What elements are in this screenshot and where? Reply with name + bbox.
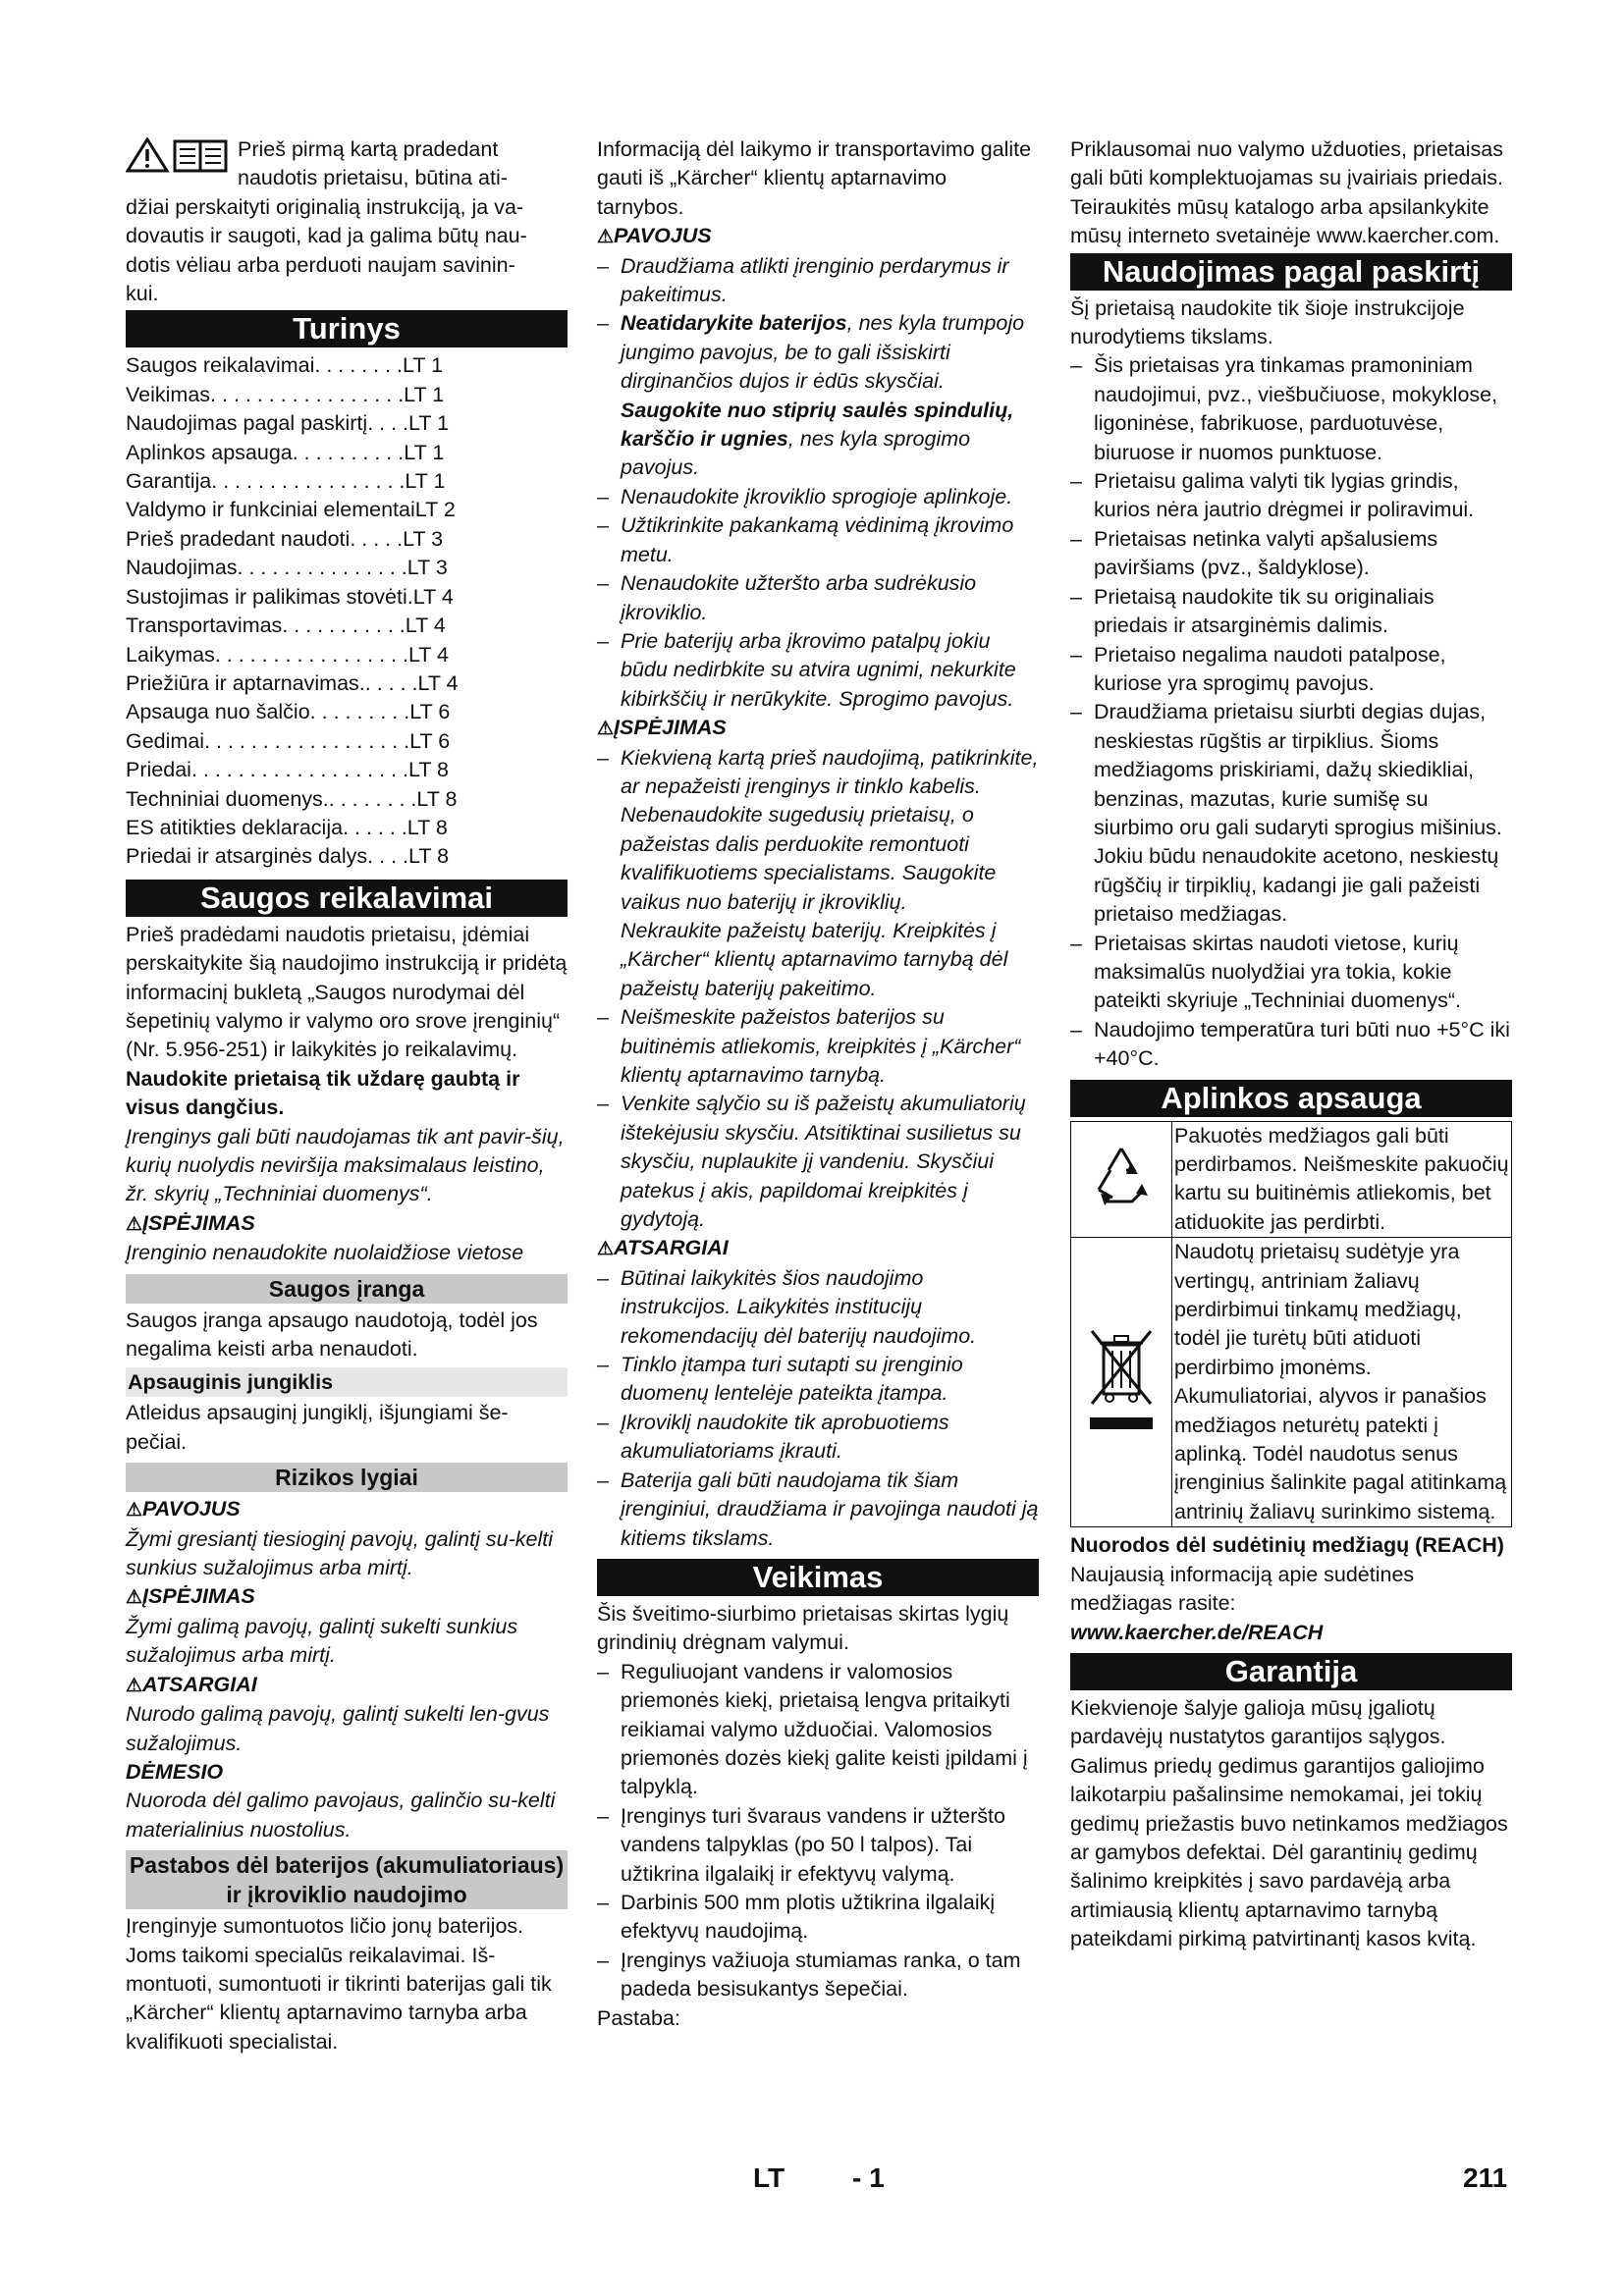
table-of-contents: [126, 351, 568, 871]
warning-triangle-icon: ⚠: [126, 1675, 143, 1696]
list-item: – Būtinai laikykitės šios naudojimo instrukcijos. Laikykitės institucijų rekomendacijų dėl baterijų naudojimo.: [597, 1265, 977, 1348]
intro-line1: Prieš pirmą kartą pradedant: [238, 137, 499, 161]
toc-row[interactable]: Naudojimas pagal paskirtį . . . . LT 1: [126, 411, 450, 436]
warning-manual-icon: [126, 137, 230, 181]
list-item: – Prietaisu galima valyti tik lygias grindis, kurios nėra jautrio drėgmei ir poliravimui.: [1070, 469, 1475, 522]
list-item: – Nenaudokite užteršto arba sudrėkusio įkroviklio.: [597, 571, 977, 624]
toc-row[interactable]: Priedai . . . . . . . . . . . . . . . . . . . LT 8: [126, 758, 449, 782]
warning-label: ⚠ĮSPĖJIMAS: [126, 1210, 255, 1235]
warning-triangle-icon: ⚠: [126, 1500, 143, 1522]
reach-heading: Nuorodos dėl sudėtinių medžiagų (REACH): [1070, 1533, 1504, 1558]
saugos-iranga-text: Saugos įranga apsaugo naudotoją, todėl jos negalima keisti arba nenaudoti.: [126, 1308, 538, 1362]
toc-row[interactable]: Veikimas . . . . . . . . . . . . . . . . . LT 1: [126, 382, 445, 406]
toc-row[interactable]: Naudojimas . . . . . . . . . . . . . . . LT 3: [126, 556, 448, 580]
column-1: [126, 135, 568, 2056]
list-item: – Nenaudokite įkroviklio sprogioje aplinkoje.: [597, 484, 1013, 508]
env-packaging-text: Pakuotės medžiagos gali būti perdirbamos. Neišmeskite pakuočių kartu su buitinėmis atliekomis, bet atiduokite jas perdirbti.: [1172, 1121, 1512, 1238]
crossed-bin-icon: [1071, 1238, 1172, 1527]
column-2: [597, 135, 1039, 2033]
list-item: – Prietaisą naudokite tik su originaliais priedais ir atsarginėmis dalimis.: [1070, 584, 1435, 638]
battery-heading: Pastabos dėl baterijos (akumuliatoriaus) ir įkroviklio naudojimo: [126, 1850, 568, 1909]
list-item: – Prietaisas skirtas naudoti vietose, kurių maksimalūs nuolydžiai yra tokia, kokie pateikti skyriuje „Techniniai duomenys“.: [1070, 931, 1462, 1013]
toc-heading: Turinys: [126, 310, 568, 347]
intro-rest-4: kui.: [126, 282, 159, 306]
list-item: – Šis prietaisas yra tinkamas pramoniniam naudojimui, pvz., viešbučiuose, mokyklose, ligoninėse, fabrikuose, parduotuvėse, biuruose ir nuomos punktuose.: [1070, 353, 1498, 464]
toc-row[interactable]: Garantija . . . . . . . . . . . . . . . . . LT 1: [126, 469, 446, 494]
naudojimas-heading: Naudojimas pagal paskirtį: [1070, 253, 1512, 291]
risk-label-pavojus: ⚠PAVOJUS: [126, 1497, 241, 1522]
warning-triangle-icon: ⚠: [597, 1239, 615, 1260]
pavojus-label: ⚠PAVOJUS: [597, 224, 712, 248]
apsauginis-text: Atleidus apsauginį jungiklį, išjungiami še-pečiai.: [126, 1401, 509, 1454]
list-item: – Prie baterijų arba įkrovimo patalpų jokiu būdu nedirbkite su atvira ugnimi, nekurkite kibirkščių ir nerūkykite. Sprogimo pavojus.: [597, 628, 1016, 711]
intro-block: [126, 135, 568, 308]
safety-italic-note-2: Įrenginio nenaudokite nuolaidžiose vietose: [126, 1241, 524, 1265]
safety-paragraph: Prieš pradėdami naudotis prietaisu, įdėmiai perskaitykite šią naudojimo instrukciją ir pridėtą informacinį bukletą „Saugos nurodymai dėl šepetinių valymo ir valymo oro srove įrenginių“ (Nr. 5.956-251) ir laikykitės jo reikalavimų.: [126, 922, 568, 1062]
list-item: – Neatidarykite baterijos, nes kyla trumpojo jungimo pavojus, be to gali išsiskirti dirginančios dujos ir ėdūs skysčiai. Saugokite nuo stiprių saulės spindulių, karščio ir ugnies, nes kyla sprogimo pavojus.: [597, 311, 1025, 480]
battery-text: Įrenginyje sumontuotos ličio jonų baterijos. Joms taikomi specialūs reikalavimai. Iš-montuoti, sumontuoti ir tikrinti baterijas gali tik „Kärcher“ klientų aptarnavimo tarnyba arba kvalifikuoti specialistai.: [126, 1914, 552, 2054]
catalog-text: Teiraukitės mūsų katalogo arba apsilankykite mūsų interneto svetainėje www.kaercher.com.: [1070, 194, 1500, 248]
ispejimas-label: ⚠ĮSPĖJIMAS: [597, 716, 727, 740]
veikimas-text: Šis šveitimo-siurbimo prietaisas skirtas lygių grindinių drėgnam valymui.: [597, 1601, 1009, 1655]
pastaba: Pastaba:: [597, 2005, 680, 2030]
list-item: – Draudžiama atlikti įrenginio perdarymus ir pakeitimus.: [597, 253, 1009, 307]
reach-text: Naujausią informaciją apie sudėtines medžiagas rasite:: [1070, 1562, 1415, 1616]
risk-label-demesio: DĖMESIO: [126, 1759, 224, 1784]
list-item: – Darbinis 500 mm plotis užtikrina ilgalaikį efektyvų naudojimą.: [597, 1890, 996, 1944]
apsauginis-heading: Apsauginis jungiklis: [126, 1367, 568, 1397]
toc-row[interactable]: ES atitikties deklaracija . . . . . . LT 8: [126, 815, 448, 839]
toc-row[interactable]: Priežiūra ir aptarnavimas. . . . . . LT 4: [126, 670, 459, 695]
list-item: – Įkroviklį naudokite tik aprobuotiems akumuliatoriams įkrauti.: [597, 1410, 949, 1464]
list-item: – Prietaiso negalima naudoti patalpose, kuriose yra sprogimų pavojus.: [1070, 642, 1446, 695]
list-item: – Užtikrinkite pakankamą vėdinimą įkrovimo metu.: [597, 513, 1014, 566]
aplinkos-heading: Aplinkos apsauga: [1070, 1080, 1512, 1117]
toc-row[interactable]: Priedai ir atsarginės dalys . . . . LT 8: [126, 844, 450, 869]
warning-triangle-icon: ⚠: [126, 1213, 143, 1235]
footer-local-page: - 1: [852, 2163, 885, 2193]
list-item: – Kiekvieną kartą prieš naudojimą, patikrinkite, ar nepažeisti įrenginys ir tinklo kabelis. Nebenaudokite sugedusių prietaisų, o pažeistas dalis perduokite remontuoti kvalifikuotiems specialistams. Saugokite vaikus nuo baterijų ir įkroviklių. Nekraukite pažeistų baterijų. Kreipkitės į „Kärcher“ klientų aptarnavimo tarnybą dėl pažeistų baterijų pakeitimo.: [597, 745, 1039, 1000]
intro-rest-2: dovautis ir saugoti, kad ja galima būtų nau-: [126, 224, 527, 248]
risk-text: Žymi galimą pavojų, galintį sukelti sunkius sužalojimus arba mirtį.: [126, 1614, 518, 1668]
toc-row[interactable]: Sustojimas ir palikimas stovėti. LT 4: [126, 584, 454, 609]
warning-triangle-icon: ⚠: [597, 719, 615, 740]
column-3: [1070, 135, 1512, 1954]
toc-row[interactable]: Valdymo ir funkciniai elementai LT 2: [126, 498, 456, 522]
storage-info: Informaciją dėl laikymo ir transportavimo galite gauti iš „Kärcher“ klientų aptarnavimo tarnybos.: [597, 137, 1032, 219]
page-number: 211: [1463, 2163, 1508, 2193]
risk-text: Žymi gresiantį tiesioginį pavojų, galintį su-kelti sunkius sužalojimus arba mirtį.: [126, 1526, 553, 1580]
reach-link[interactable]: www.kaercher.de/REACH: [1070, 1620, 1324, 1644]
saugos-iranga-heading: Saugos įranga: [126, 1274, 568, 1304]
toc-row[interactable]: Transportavimas . . . . . . . . . . . LT 4: [126, 614, 446, 638]
veikimas-heading: Veikimas: [597, 1559, 1039, 1596]
toc-row[interactable]: Saugos reikalavimai . . . . . . . . LT 1: [126, 353, 444, 378]
warning-triangle-icon: ⚠: [126, 1587, 143, 1609]
toc-row[interactable]: Techniniai duomenys. . . . . . . . . LT 8: [126, 786, 458, 811]
list-item: – Naudojimo temperatūra turi būti nuo +5°C iki +40°C.: [1070, 1017, 1510, 1071]
risk-label-ispejimas: ⚠ĮSPĖJIMAS: [126, 1584, 255, 1609]
list-item: – Įrenginys važiuoja stumiamas ranka, o tam padeda besisukantys šepečiai.: [597, 1948, 1021, 2002]
rizikos-heading: Rizikos lygiai: [126, 1463, 568, 1492]
risk-text: Nuoroda dėl galimo pavojaus, galinčio su-kelti materialinius nuostolius.: [126, 1789, 556, 1842]
intro-rest-3: dotis vėliau arba perduoti naujam savinin-: [126, 252, 515, 277]
warning-triangle-icon: ⚠: [597, 227, 615, 248]
naudojimas-text: Šį prietaisą naudokite tik šioje instrukcijoje nurodytiems tikslams.: [1070, 295, 1465, 349]
garantija-text: Kiekvienoje šalyje galioja mūsų įgaliotų pardavėjų nustatytos garantijos sąlygos. Galimus priedų gedimus garantijos galiojimo laikotarpiu pašalinsime nemokamai, jei tokių gedimų priežastis buvo netinkamos medžiagos ar gamybos defektai. Dėl garantinių gedimų šalinimo kreipkitės į savo pardavėją arba artimiausią klientų aptarnavimo tarnybą pateikdami pirkimą patvirtinantį kasos kvitą.: [1070, 1695, 1508, 1951]
toc-row[interactable]: Prieš pradedant naudoti . . . . . LT 3: [126, 526, 444, 551]
accessories-text: Priklausomai nuo valymo užduoties, prietaisas gali būti komplektuojamas su įvairiais priedais.: [1070, 137, 1503, 190]
toc-row[interactable]: Laikymas . . . . . . . . . . . . . . . . . LT 4: [126, 642, 449, 667]
intro-line2: naudotis prietaisu, būtina ati-: [238, 166, 508, 190]
list-item: – Venkite sąlyčio su iš pažeistų akumuliatorių ištekėjusiu skysčiu. Atsitiktinai susilietus su skysčiu, nuplaukite jį vandeniu. Skysčiui patekus į akis, papildomai kreipkitės į gydytoją.: [597, 1092, 1026, 1232]
list-item: – Prietaisas netinka valyti apšalusiems paviršiams (pvz., šaldyklose).: [1070, 526, 1438, 580]
intro-rest-1: džiai perskaityti originalią instrukciją, ja va-: [126, 194, 524, 219]
safety-bold-note: Naudokite prietaisą tik uždarę gaubtą ir visus dangčius.: [126, 1066, 520, 1120]
list-item: – Neišmeskite pažeistos baterijos su buitinėmis atliekomis, kreipkitės į „Kärcher“ klientų aptarnavimo tarnybą.: [597, 1005, 1021, 1087]
toc-row[interactable]: Apsauga nuo šalčio . . . . . . . . . LT 6: [126, 700, 451, 724]
list-item: – Įrenginys turi švaraus vandens ir užteršto vandens talpyklas (po 50 l talpos). Tai užtikrina ilgalaikį ir efektyvų valymą.: [597, 1803, 1005, 1886]
list-item: – Reguliuojant vandens ir valomosios priemonės kiekį, prietaisą lengva pritaikyti reikiamai valymo užduočiai. Valomosios priemonės dozės kiekį galite keisti įpildami į talpyklą.: [597, 1659, 1028, 1799]
risk-label-atsargiai: ⚠ATSARGIAI: [126, 1672, 257, 1696]
atsargiai-label: ⚠ATSARGIAI: [597, 1236, 729, 1260]
list-item: – Tinklo įtampa turi sutapti su įrenginio duomenų lentelėje pateikta įtampa.: [597, 1353, 963, 1406]
safety-heading: Saugos reikalavimai: [126, 880, 568, 917]
risk-text: Nurodo galimą pavojų, galintį sukelti len-gvus sužalojimus.: [126, 1702, 550, 1755]
toc-row[interactable]: Aplinkos apsauga . . . . . . . . . . LT 1: [126, 440, 445, 464]
toc-row[interactable]: Gedimai . . . . . . . . . . . . . . . . . . LT 6: [126, 728, 451, 753]
list-item: – Baterija gali būti naudojama tik šiam įrenginiui, draudžiama ir pavojinga naudoti ją kitiems tikslams.: [597, 1468, 1039, 1550]
garantija-heading: Garantija: [1070, 1653, 1512, 1690]
safety-italic-note: Įrenginys gali būti naudojamas tik ant pavir-šių, kurių nuolydis neviršija maksimalaus leistino, žr. skyrių „Techniniai duomenys“.: [126, 1124, 565, 1206]
env-devices-text: Naudotų prietaisų sudėtyje yra vertingų, antriniam žaliavų perdirbimui tinkamų medžiagų, todėl jie turėtų būti atiduoti perdirbimo įmonėms. Akumuliatoriai, alyvos ir panašios medžiagos neturėtų patekti į aplinką. Todėl naudotus senus įrenginius šalinkite pagal atitinkamą antrinių žaliavų surinkimo sistemą.: [1172, 1238, 1512, 1527]
recycling-icon: [1071, 1121, 1172, 1238]
list-item: – Draudžiama prietaisu siurbti degias dujas, neskiestas rūgštis ar tirpiklius. Šioms medžiagoms priskiriami, dažų skiedikliai, benzinas, mazutas, kurie sumišę su siurbimo oru gali sudaryti sprogius mišinius. Jokiu būdu nenaudokite acetono, neskiestų rūgščių ir tirpiklių, kadangi jie gali pažeisti prietaiso medžiagas.: [1070, 700, 1502, 927]
environment-table: [1070, 1121, 1512, 1528]
footer-language: LT: [753, 2163, 785, 2193]
